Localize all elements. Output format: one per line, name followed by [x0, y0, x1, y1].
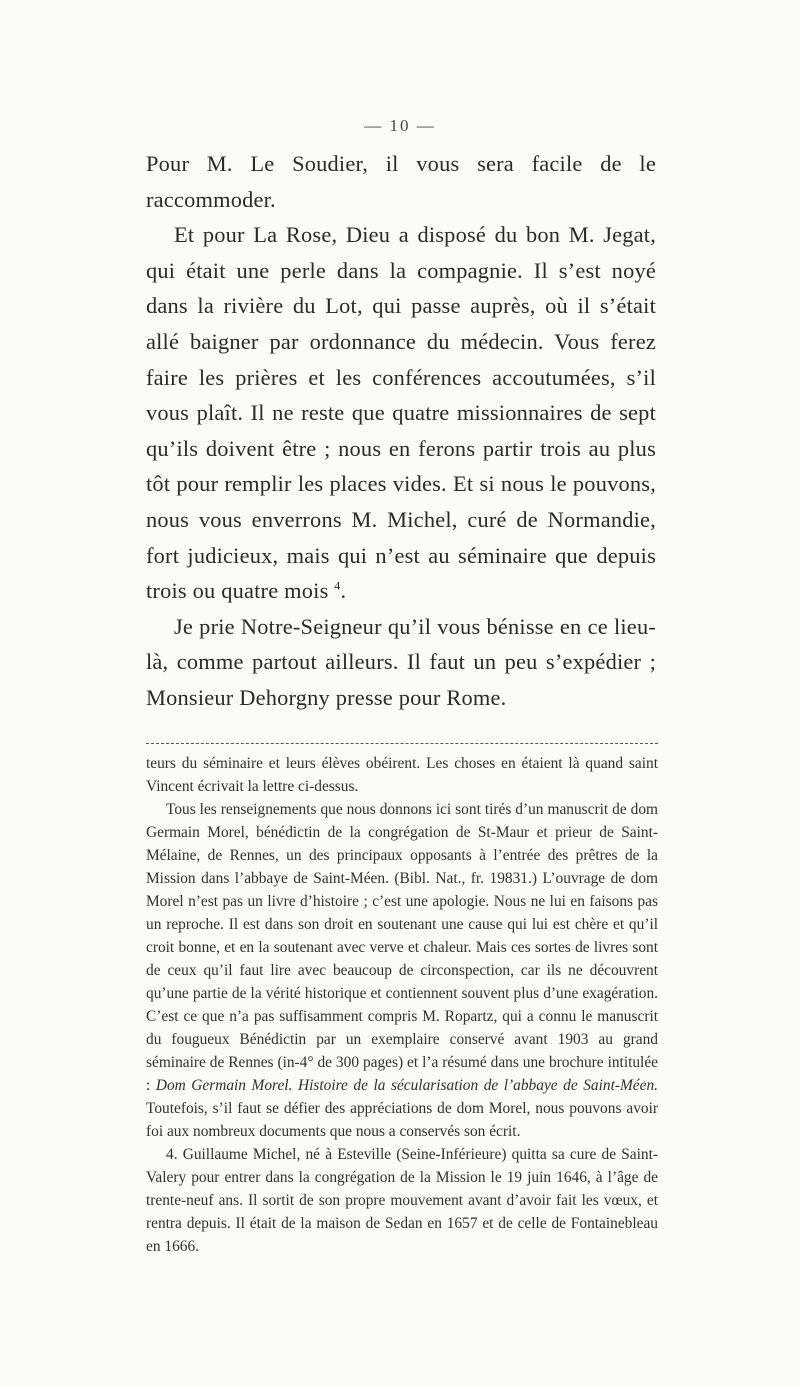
- footnote-ref-4[interactable]: 4: [334, 578, 341, 593]
- paragraph-1: Pour M. Le Soudier, il vous sera facile de le raccommoder.: [146, 151, 656, 212]
- main-text: [146, 146, 656, 716]
- paragraph-3: Je prie Notre-Seigneur qu’il vous bénisse en ce lieu-là, comme partout ailleurs. Il faut un peu s’expédier ; Monsieur Dehorgny presse pour Rome.: [146, 613, 656, 710]
- footnote-4: 4. Guillaume Michel, né à Esteville (Seine-Inférieure) quitta sa cure de Saint-Valery pour entrer dans la congrégation de la Mission le 19 juin 1646, à l’âge de trente-neuf ans. Il sortit de son propre mouvement avant d’avoir fait les vœux, et rentra depuis. Il était de la maison de Sedan en 1657 et de celle de Fontainebleau en 1666.: [146, 1146, 658, 1255]
- paragraph-2-text: Et pour La Rose, Dieu a disposé du bon M. Jegat, qui était une perle dans la compagnie. Il s’est noyé dans la rivière du Lot, qui passe auprès, où il s’était allé baigner par ordonnance du médecin. Vous ferez faire les prières et les conférences accoutumées, s’il vous plaît. Il ne reste que quatre missionnaires de sept qu’ils doivent être ; nous en ferons partir trois au plus tôt pour remplir les places vides. Et si nous le pouvons, nous vous enverrons M. Michel, curé de Normandie, fort judicieux, mais qui n’est au séminaire que depuis trois ou quatre mois: [146, 222, 656, 604]
- footnote-sources-end: Toutefois, s’il faut se défier des appréciations de dom Morel, nous pouvons avoir foi aux nombreux documents que nous a conservés son écrit.: [146, 1100, 658, 1140]
- footnote-sources: [146, 798, 658, 1143]
- footnote-sources-title: Dom Germain Morel. Histoire de la sécularisation de l’abbaye de Saint-Méen.: [155, 1077, 658, 1094]
- paragraph-2: [146, 217, 656, 609]
- footnotes: [146, 752, 658, 1258]
- footnote-continuation: teurs du séminaire et leurs élèves obéirent. Les choses en étaient là quand saint Vincent écrivait la lettre ci-dessus.: [146, 755, 658, 795]
- paragraph-2-end: .: [340, 578, 347, 604]
- footnote-separator: [146, 743, 658, 744]
- footnote-sources-text: Tous les renseignements que nous donnons ici sont tirés d’un manuscrit de dom Germain Morel, bénédictin de la congrégation de St-Maur et prieur de Saint-Mélaine, de Rennes, un des principaux opposants à l’entrée des prêtres de la Mission dans l’abbaye de Saint-Méen. (Bibl. Nat., fr. 19831.) L’ouvrage de dom Morel n’est pas un livre d’histoire ; c’est une apologie. Nous ne lui en faisons pas un reproche. Il est dans son droit en soutenant une cause qui lui est chère et qu’il croit bonne, et en la soutenant avec verve et chaleur. Mais ces sortes de livres sont de ceux qu’il faut lire avec beaucoup de circonspection, car ils ne découvrent qu’une partie de la vérité historique et contiennent souvent plus d’une exagération. C’est ce que n’a pas suffisamment compris M. Ropartz, qui a connu le manuscrit du fougueux Bénédictin par un exemplaire conservé avant 1903 au grand séminaire de Rennes (in-4° de 300 pages) et l’a résumé dans une brochure intitulée :: [146, 801, 658, 1094]
- page-number: — 10 —: [364, 116, 436, 135]
